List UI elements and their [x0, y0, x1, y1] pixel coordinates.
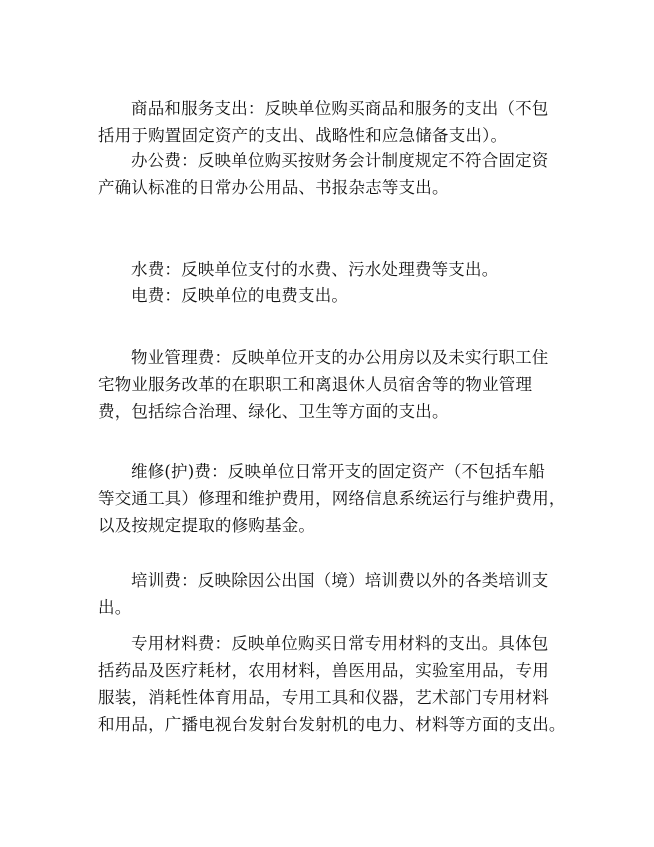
- text-line: 括用于购置固定资产的支出、战略性和应急储备支出）。: [98, 126, 508, 145]
- text-line: 和用品，广播电视台发射台发射机的电力、材料等方面的支出。: [98, 715, 566, 734]
- text-line: 费，包括综合治理、绿化、卫生等方面的支出。: [98, 402, 449, 421]
- text-line: 括药品及医疗耗材，农用材料，兽医用品，实验室用品，专用: [98, 661, 549, 680]
- paragraph-training: [98, 567, 568, 621]
- text-line: 出。: [98, 598, 132, 617]
- text-line: 物业管理费：反映单位开支的办公用房以及未实行职工住: [131, 348, 549, 367]
- paragraph-maintenance: [98, 458, 568, 539]
- text-line: 电费：反映单位的电费支出。: [131, 286, 349, 305]
- text-line: 维修(护)费：反映单位日常开支的固定资产（不包括车船: [131, 462, 546, 481]
- text-line: 办公费：反映单位购买按财务会计制度规定不符合固定资: [131, 151, 549, 170]
- text-line: 水费：反映单位支付的水费、污水处理费等支出。: [131, 260, 499, 279]
- paragraph-property-management: [98, 344, 568, 425]
- paragraph-electricity-fee: [98, 282, 568, 309]
- text-line: 等交通工具）修理和维护费用，网络信息系统运行与维护费用，: [98, 489, 566, 508]
- text-line: 宅物业服务改革的在职职工和离退休人员宿舍等的物业管理: [98, 375, 533, 394]
- text-line: 培训费：反映除因公出国（境）培训费以外的各类培训支: [131, 571, 549, 590]
- text-line: 专用材料费：反映单位购买日常专用材料的支出。具体包: [131, 634, 549, 653]
- text-line: 以及按规定提取的修购基金。: [98, 516, 316, 535]
- paragraph-special-materials: [98, 630, 568, 738]
- paragraph-office-expense: [98, 147, 568, 201]
- paragraph-goods-services: [98, 95, 568, 149]
- text-line: 商品和服务支出：反映单位购买商品和服务的支出（不包: [131, 99, 549, 118]
- text-line: 产确认标准的日常办公用品、书报杂志等支出。: [98, 178, 449, 197]
- paragraph-water-fee: [98, 256, 568, 283]
- text-line: 服装，消耗性体育用品，专用工具和仪器，艺术部门专用材料: [98, 688, 549, 707]
